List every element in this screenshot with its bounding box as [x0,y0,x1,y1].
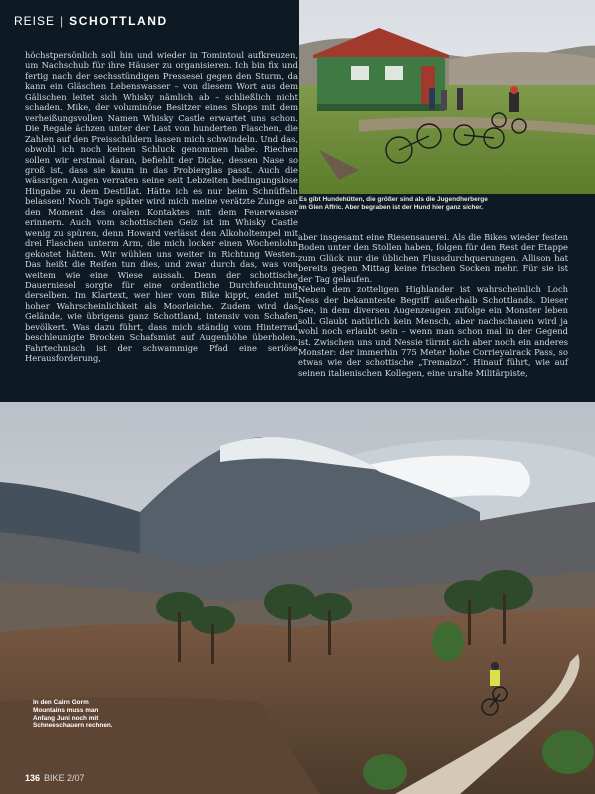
header-separator: | [60,14,65,28]
section-place: SCHOTTLAND [69,14,168,28]
photo-hut-glen-affric [299,0,595,194]
photo-cairn-gorm-landscape [0,402,595,794]
article-paragraph: höchstpersönlich soll hin und wieder in Tomintoul aufkreuzen, um Nachschub für ihre Häuser zu organisieren. Ich bin fix und fertig nach der sechsstündigen Pressesei gegen den Sturm, da kann ein Gläschen Lebenswasser – von diesem Wort aus dem Gälischen leitet sich Whisky nämlich ab – schließlich nicht schaden. Mike, der voluminöse Besitzer eines Shops mit dem verheißungsvollen Namen Whisky Castle erwartet uns schon. Die Regale ächzen unter der Last von hunderten Flaschen, die Zahlen auf den Preisschildern lassen mich schwindeln. Und das, obwohl ich noch keinen Schluck genommen habe. Riechen sollen wir erstmal daran, befiehlt der Dicke, dessen Nase so groß ist, dass sie kaum in das Probierglas passt. Auch die wässrigen Augen verraten seine seit Lebzeiten bedingungslose Hingabe zu dem Destillat. Hätte ich es nur beim Schnüffeln belassen! Noch Tage später wird mich meine verätzte Zunge an den Moment des oralen Kontaktes mit dem Feuerwasser erinnern. Auch vom schottischen Geiz ist im Whisky Castle wenig zu spüren, denn Howard verlässt den Alkoholtempel mit drei Flaschen unterm Arm, die mich locker einen Wochenlohn gekostet hätten. Wir wühlen uns weiter in Richtung Westen. Das heißt die Reifen tun dies, und zwar durch das, was von weitem wie eine Wiese aussah. Denn der schottische Dauerniesel sorgte für eine ordentliche Durchfeuchtung derselben. Im Klartext, wer hier vom Bike kippt, endet mit hoher Wahrscheinlichkeit als Moorleiche. Zudem wird das Gelände, wie übrigens ganz Schottland, intensiv von Schafen bevölkert. Was dazu führt, dass mich ständig vom Hinterrad beschleunigte Brocken Schafsmist auf Augenhöhe überholen. Fahrtechnisch ist der schwammige Pfad eine seriöse Herausforderung, [25,50,298,364]
section-label: REISE [14,14,56,28]
section-header [14,14,168,28]
photo-caption-bottom: In den Cairn Gorm Mountains muss man Anfang Juni noch mit Schneeschauern rechnen. [33,699,113,730]
article-column-left [25,50,298,390]
article-column-right [298,232,568,378]
article-paragraph: aber insgesamt eine Riesensauerei. Als die Bikes wieder festen Boden unter den Stollen haben, folgen für den Rest der Etappe zum Glück nur die üblichen Flussdurchquerungen. Allison hat bereits gegen Mittag keine frischen Socken mehr. Für sie ist der Tag gelaufen. [298,232,568,284]
photo-caption-top [299,196,589,212]
caption-top-line-1: Es gibt Hundehütten, die größer sind als die Jugendherberge [299,196,488,203]
article-paragraph: Neben dem zotteligen Highlander ist wahrscheinlich Loch Ness der bekannteste Begriff außerhalb Schottlands. Dieser See, in dem diversen Augenzeugen zufolge ein Monster leben soll. Glaubt natürlich kein Mensch, aber nachschauen wird ja wohl noch erlaubt sein – wenn man schon mal in der Gegend ist. Zwischen uns und Nessie türmt sich aber noch ein anderes Monster: der immerhin 775 Meter hohe Corrieyairack Pass, so etwas wie der schottische „Tremalzo“. Hinauf führt, wie auf seinen italienischen Kollegen, eine uralte Militärpiste, [298,284,568,378]
page-folio [25,773,85,783]
magazine-issue: BIKE 2/07 [44,773,85,783]
page-number: 136 [25,773,41,783]
caption-top-line-2: im Glen Affric. Aber begraben ist der Hund hier ganz sicher. [299,204,484,211]
